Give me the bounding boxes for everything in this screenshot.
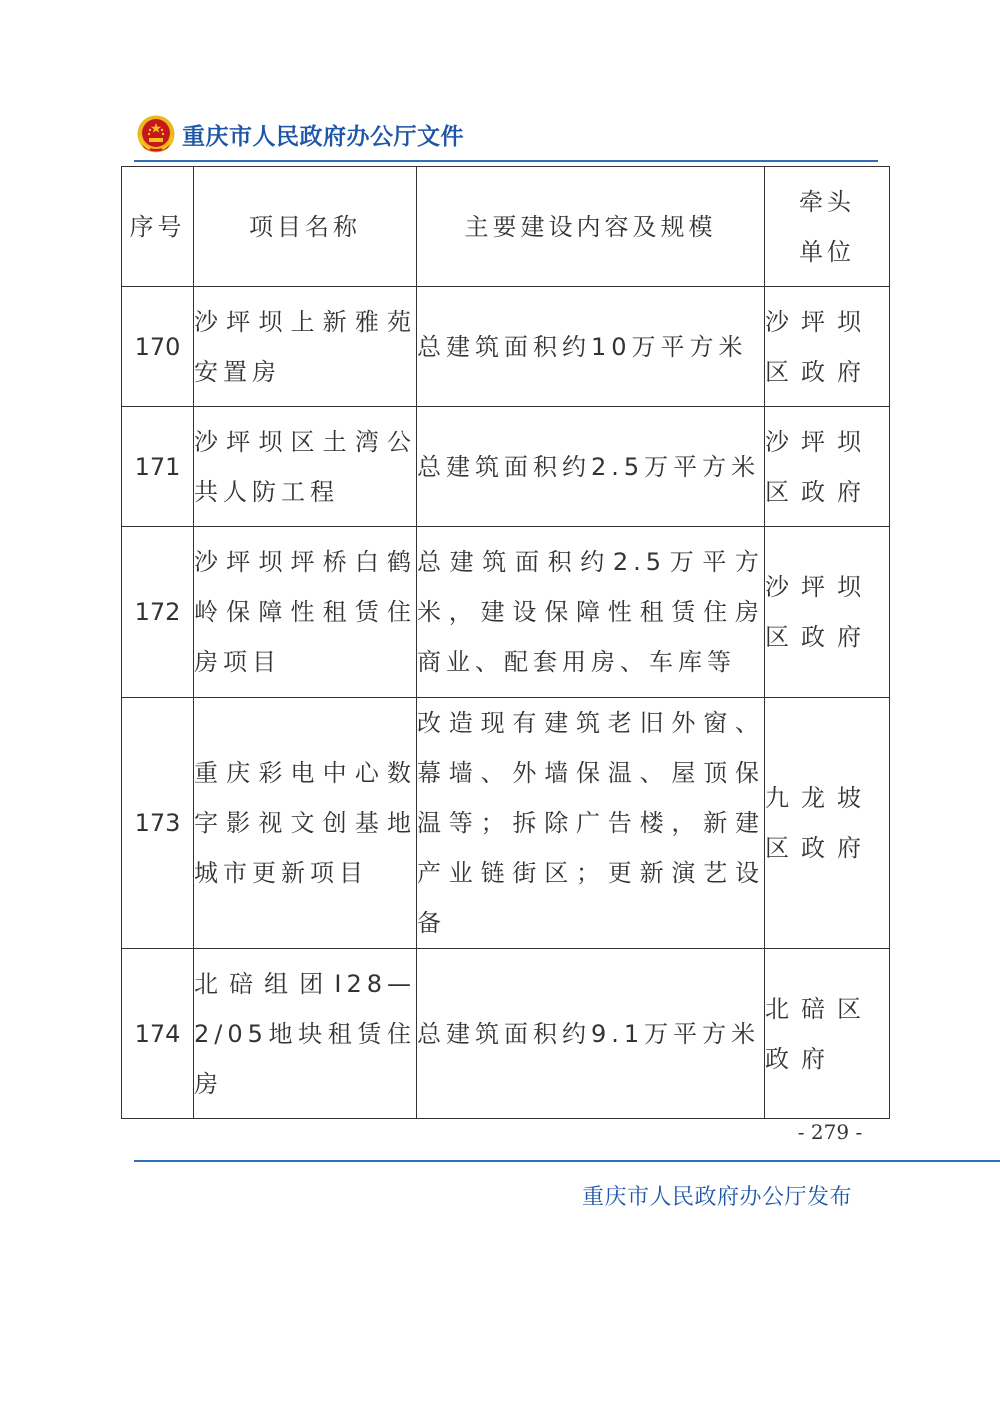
project-table bbox=[121, 166, 890, 1119]
column-header-number: 序号 bbox=[122, 167, 194, 287]
table-row bbox=[122, 287, 890, 407]
lead-unit: 九龙坡区政府 bbox=[765, 698, 890, 949]
row-number: 171 bbox=[122, 407, 194, 527]
table-row bbox=[122, 407, 890, 527]
document-header-title: 重庆市人民政府办公厅文件 bbox=[182, 122, 464, 150]
project-name: 沙坪坝坪桥白鹤岭保障性租赁住房项目 bbox=[194, 527, 417, 698]
row-number: 173 bbox=[122, 698, 194, 949]
lead-unit: 沙坪坝区政府 bbox=[765, 527, 890, 698]
column-header-lead-unit: 牵头单位 bbox=[765, 167, 890, 287]
table-row bbox=[122, 527, 890, 698]
project-name: 北碚组团I28—2/05地块租赁住房 bbox=[194, 949, 417, 1119]
table-header-row bbox=[122, 167, 890, 287]
lead-unit: 北碚区政府 bbox=[765, 949, 890, 1119]
construction-content: 总建筑面积约9.1万平方米 bbox=[417, 949, 765, 1119]
project-name: 重庆彩电中心数字影视文创基地城市更新项目 bbox=[194, 698, 417, 949]
construction-content: 总建筑面积约2.5万平方米 bbox=[417, 407, 765, 527]
lead-unit: 沙坪坝区政府 bbox=[765, 287, 890, 407]
project-name: 沙坪坝上新雅苑安置房 bbox=[194, 287, 417, 407]
footer-divider bbox=[134, 1160, 1000, 1162]
column-header-content: 主要建设内容及规模 bbox=[417, 167, 765, 287]
header-divider bbox=[134, 160, 878, 162]
construction-content: 总建筑面积约2.5万平方米，建设保障性租赁住房商业、配套用房、车库等 bbox=[417, 527, 765, 698]
project-name: 沙坪坝区土湾公共人防工程 bbox=[194, 407, 417, 527]
column-header-project-name: 项目名称 bbox=[194, 167, 417, 287]
footer-publisher: 重庆市人民政府办公厅发布 bbox=[582, 1185, 853, 1210]
row-number: 170 bbox=[122, 287, 194, 407]
lead-unit: 沙坪坝区政府 bbox=[765, 407, 890, 527]
document-header bbox=[136, 112, 464, 156]
table-row bbox=[122, 698, 890, 949]
national-emblem-icon bbox=[136, 114, 176, 154]
row-number: 174 bbox=[122, 949, 194, 1119]
construction-content: 改造现有建筑老旧外窗、幕墙、外墙保温、屋顶保温等；拆除广告楼，新建产业链街区；更新演艺设备 bbox=[417, 698, 765, 949]
page-number: - 279 - bbox=[797, 1120, 863, 1144]
table-row bbox=[122, 949, 890, 1119]
row-number: 172 bbox=[122, 527, 194, 698]
construction-content: 总建筑面积约10万平方米 bbox=[417, 287, 765, 407]
